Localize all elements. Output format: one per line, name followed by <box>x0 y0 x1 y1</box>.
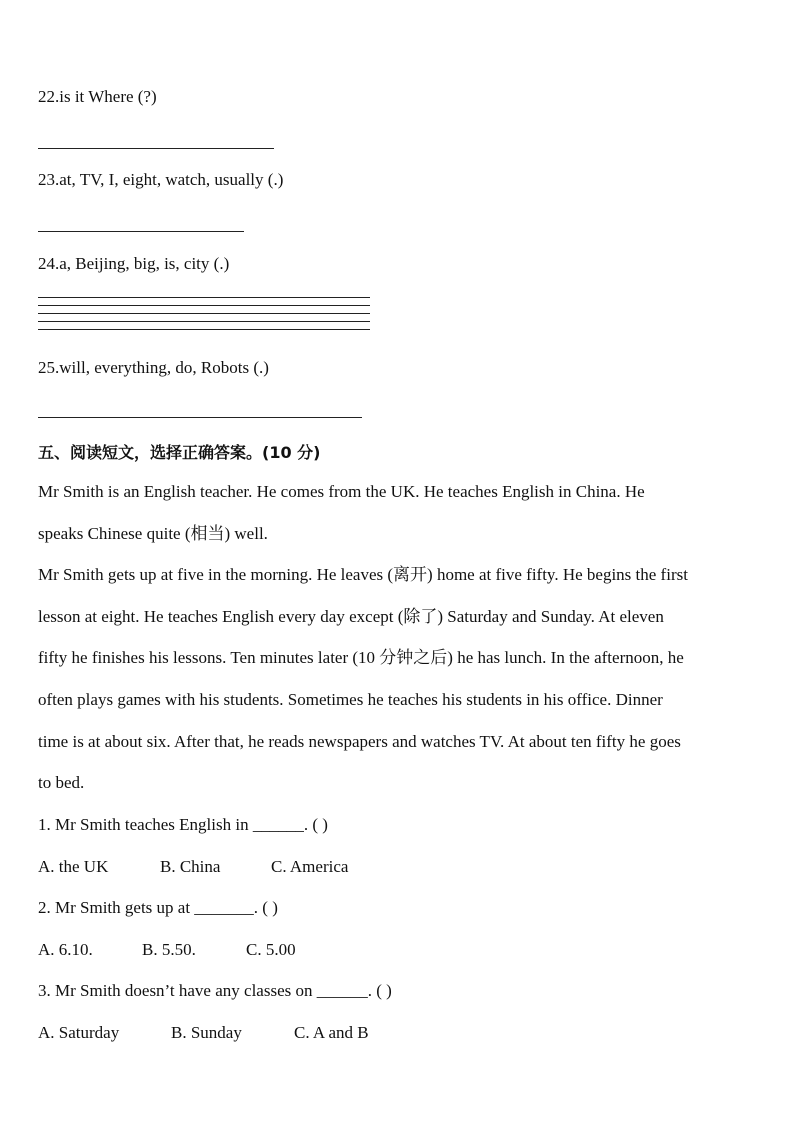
question-23: 23.at, TV, I, eight, watch, usually (.) <box>38 170 284 189</box>
option-3a: A. Saturday <box>38 1022 120 1042</box>
passage-line: speaks Chinese quite (相当) well. <box>38 523 268 543</box>
reading-passage <box>38 471 754 804</box>
passage-line: fifty he finishes his lessons. Ten minutes later (10 分钟之后) he has lunch. In the afternoon, he <box>38 648 684 668</box>
passage-line: time is at about six. After that, he reads newspapers and watches TV. At about ten fifty he goes <box>38 731 681 751</box>
answer-line-24d <box>38 321 370 322</box>
answer-line-24e <box>38 329 370 330</box>
question-24: 24.a, Beijing, big, is, city (.) <box>38 254 230 273</box>
section-heading: 五、阅读短文，选择正确答案。(10 分) <box>38 443 321 462</box>
passage-line: to bed. <box>38 773 85 793</box>
option-1b: B. China <box>160 856 221 876</box>
option-2b: B. 5.50. <box>142 939 196 959</box>
option-2c: C. 5.00 <box>246 939 296 959</box>
question-2: 2. Mr Smith gets up at _______. ( ) <box>38 898 278 918</box>
question-22: 22.is it Where (?) <box>38 87 157 106</box>
answer-line-22 <box>38 148 274 149</box>
option-2a: A. 6.10. <box>38 939 93 959</box>
answer-line-25 <box>38 417 362 418</box>
option-1c: C. America <box>271 856 349 876</box>
question-3: 3. Mr Smith doesn’t have any classes on ______. ( ) <box>38 981 392 1001</box>
passage-line: often plays games with his students. Sometimes he teaches his students in his office. Dinner <box>38 689 663 709</box>
options-1 <box>38 846 754 888</box>
options-3 <box>38 1012 754 1054</box>
passage-line: lesson at eight. He teaches English every day except (除了) Saturday and Sunday. At eleven <box>38 606 664 626</box>
answer-line-24b <box>38 305 370 306</box>
question-1: 1. Mr Smith teaches English in ______. ( ) <box>38 815 328 834</box>
passage-line: Mr Smith gets up at five in the morning. He leaves (离开) home at five fifty. He begins the first <box>38 565 688 585</box>
option-1a: A. the UK <box>38 856 109 876</box>
answer-line-23 <box>38 231 244 232</box>
options-2 <box>38 929 754 971</box>
option-3c: C. A and B <box>294 1022 369 1042</box>
option-3b: B. Sunday <box>171 1022 242 1042</box>
answer-line-24a <box>38 297 370 298</box>
passage-line: Mr Smith is an English teacher. He comes from the UK. He teaches English in China. He <box>38 482 645 501</box>
question-25: 25.will, everything, do, Robots (.) <box>38 358 269 377</box>
answer-line-24c <box>38 313 370 314</box>
question-list <box>38 804 754 1054</box>
